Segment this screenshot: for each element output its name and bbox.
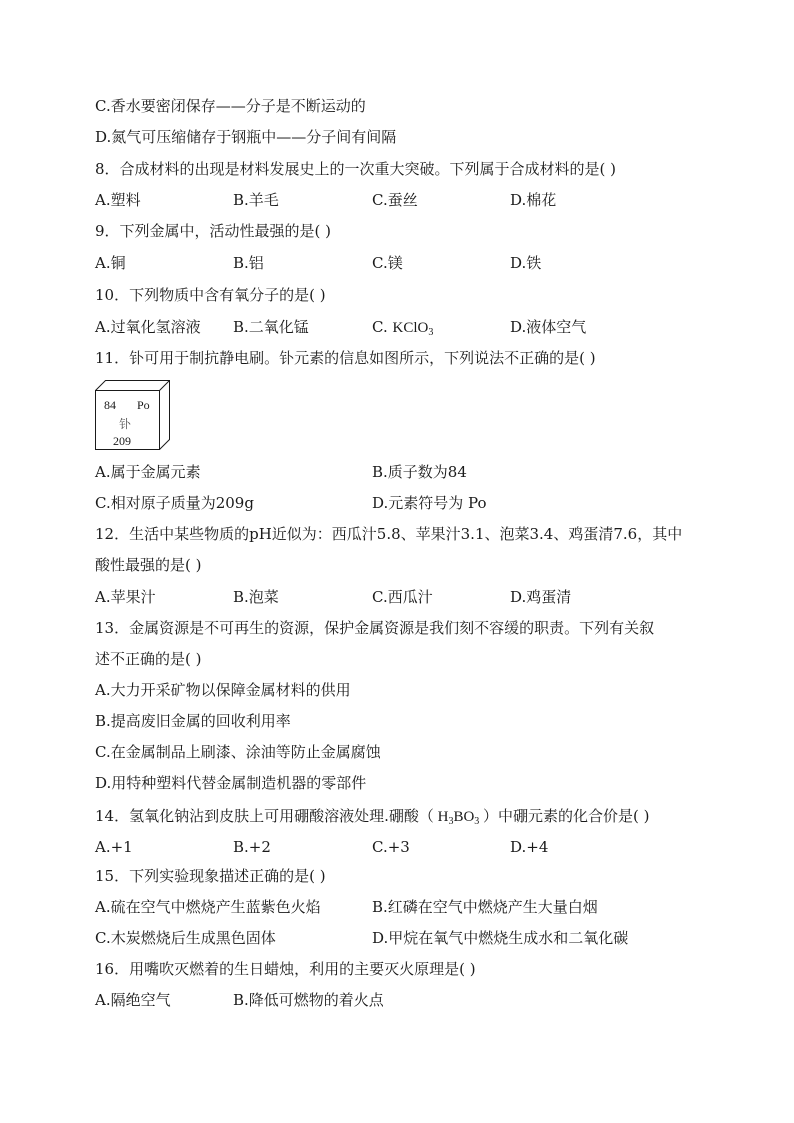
h3bo3-h: H [437, 809, 449, 825]
q12-option-a: A.苹果汁 [95, 588, 156, 606]
q16-option-b: B.降低可燃物的着火点 [233, 991, 384, 1009]
q14-stem-pre: 14．氢氧化钠沾到皮肤上可用硼酸溶液处理.硼酸（ [95, 807, 434, 825]
q15-option-d: D.甲烷在氧气中燃烧生成水和二氧化碳 [372, 929, 629, 947]
q14-option-b: B.+2 [233, 838, 271, 856]
q16-option-a: A.隔绝空气 [95, 991, 171, 1009]
kclo3-sub: 3 [428, 327, 434, 338]
q9-option-a: A.铜 [95, 254, 126, 272]
q8-option-c: C.蚕丝 [372, 191, 418, 209]
element-name: 钋 [119, 417, 132, 431]
atomic-number: 84 [104, 398, 116, 412]
element-card [95, 380, 171, 450]
q12-option-b: B.泡菜 [233, 588, 279, 606]
q14-stem-post: ）中硼元素的化合价是( ) [483, 807, 650, 825]
q8-option-b: B.羊毛 [233, 191, 279, 209]
q15-option-b: B.红磷在空气中燃烧产生大量白烟 [372, 898, 598, 916]
q11-option-a: A.属于金属元素 [95, 463, 201, 481]
q13-stem: 13．金属资源是不可再生的资源，保护金属资源是我们刻不容缓的职责。下列有关叙 [95, 619, 655, 637]
q11-option-c: C.相对原子质量为209g [95, 494, 254, 512]
q12-option-d: D.鸡蛋清 [510, 588, 572, 606]
element-symbol: Po [137, 398, 150, 412]
q7-option-c: C.香水要密闭保存——分子是不断运动的 [95, 97, 366, 115]
q8-stem: 8．合成材料的出现是材料发展史上的一次重大突破。下列属于合成材料的是( ) [95, 160, 617, 178]
q15-option-a: A.硫在空气中燃烧产生蓝紫色火焰 [95, 898, 321, 916]
q9-option-d: D.铁 [510, 254, 542, 272]
q16-stem: 16．用嘴吹灭燃着的生日蜡烛，利用的主要灭火原理是( ) [95, 960, 476, 978]
q14-option-a: A.+1 [95, 838, 133, 856]
q12-option-c: C.西瓜汁 [372, 588, 433, 606]
q13-option-b: B.提高废旧金属的回收利用率 [95, 712, 291, 730]
h3bo3-formula [434, 809, 483, 825]
q10-stem: 10．下列物质中含有氧分子的是( ) [95, 286, 326, 304]
q11-option-b: B.质子数为84 [372, 463, 467, 481]
q10-option-c [372, 317, 433, 343]
q14-option-c: C.+3 [372, 838, 410, 856]
q9-stem: 9．下列金属中，活动性最强的是( ) [95, 222, 332, 240]
h3bo3-bo-sub: 3 [474, 816, 480, 827]
q9-option-b: B.铝 [233, 254, 264, 272]
q8-option-a: A.塑料 [95, 191, 141, 209]
h3bo3-bo: BO [453, 809, 475, 825]
q8-option-d: D.棉花 [510, 191, 557, 209]
q14-stem [95, 806, 650, 832]
atomic-mass: 209 [113, 434, 131, 448]
q10-option-a: A.过氧化氢溶液 [95, 318, 201, 336]
q15-option-c: C.木炭燃烧后生成黑色固体 [95, 929, 276, 947]
q13-option-d: D.用特种塑料代替金属制造机器的零部件 [95, 774, 367, 792]
q11-option-d: D.元素符号为 Po [372, 494, 487, 512]
element-cube-icon [95, 380, 171, 450]
q10-option-d: D.液体空气 [510, 318, 587, 336]
kclo3-formula [393, 320, 434, 336]
q12-stem: 12．生活中某些物质的pH近似为：西瓜汁5.8、苹果汁3.1、泡菜3.4、鸡蛋清7.6，其中 [95, 525, 683, 543]
q7-option-d: D.氮气可压缩储存于钢瓶中——分子间有间隔 [95, 128, 397, 146]
q13-option-c: C.在金属制品上刷漆、涂油等防止金属腐蚀 [95, 743, 381, 761]
h3bo3-h-sub: 3 [448, 816, 454, 827]
q11-stem: 11．钋可用于制抗静电刷。钋元素的信息如图所示，下列说法不正确的是( ) [95, 349, 596, 367]
q15-stem: 15．下列实验现象描述正确的是( ) [95, 867, 326, 885]
q12-stem-cont: 酸性最强的是( ) [95, 556, 202, 574]
q13-stem-cont: 述不正确的是( ) [95, 650, 202, 668]
q9-option-c: C.镁 [372, 254, 403, 272]
q10-option-b: B.二氧化锰 [233, 318, 309, 336]
q10-option-c-label: C. [372, 318, 388, 336]
q13-option-a: A.大力开采矿物以保障金属材料的供用 [95, 681, 351, 699]
q14-option-d: D.+4 [510, 838, 549, 856]
kclo3-main: KClO [392, 320, 429, 336]
